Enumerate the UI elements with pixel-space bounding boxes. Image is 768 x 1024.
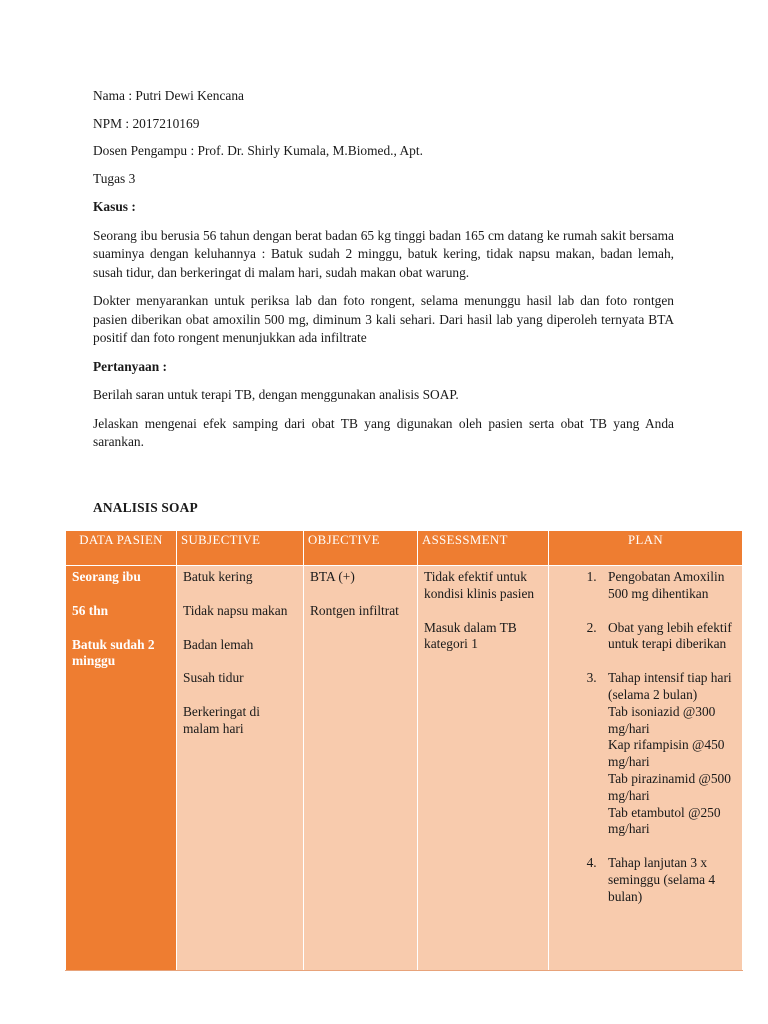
header-subjective: SUBJECTIVE xyxy=(177,531,304,566)
subjective-item: Susah tidur xyxy=(183,670,244,686)
case-section xyxy=(93,198,674,462)
data-pasien-item: Batuk sudah 2 minggu xyxy=(72,636,155,669)
assessment-cell xyxy=(418,566,549,971)
header-assessment: ASSESSMENT xyxy=(418,531,549,566)
lecturer: Dosen Pengampu : Prof. Dr. Shirly Kumala, M.Biomed., Apt. xyxy=(93,143,423,158)
student-name: Nama : Putri Dewi Kencana xyxy=(93,88,244,103)
question-1: Berilah saran untuk terapi TB, dengan menggunakan analisis SOAP. xyxy=(93,387,459,402)
plan-item-2: 2. Obat yang lebih efektif untuk terapi diberikan xyxy=(600,620,736,654)
assignment-label: Tugas 3 xyxy=(93,171,136,186)
data-pasien-item: 56 thn xyxy=(72,602,109,618)
subjective-item: Badan lemah xyxy=(183,636,254,652)
soap-body-row xyxy=(66,566,743,971)
objective-cell xyxy=(304,566,418,971)
data-pasien-cell xyxy=(66,566,177,971)
plan-item-4: 4. Tahap lanjutan 3 x seminggu (selama 4 bulan) xyxy=(600,855,736,905)
subjective-item: Batuk kering xyxy=(183,569,253,584)
plan-item-3 xyxy=(600,670,736,838)
soap-title: ANALISIS SOAP xyxy=(93,500,198,515)
data-pasien-item: Seorang ibu xyxy=(72,569,141,584)
case-paragraph-2: Dokter menyarankan untuk periksa lab dan foto rongent, selama menunggu hasil lab dan foto rontgen pasien diberikan obat amoxilin 500 mg, diminum 3 kali sehari. Dari hasil lab yang diperoleh ternyata BTA positif dan foto rongent menunjukkan ada infiltrate xyxy=(93,293,674,345)
plan-drug-line: Tab isoniazid @300 mg/hari xyxy=(608,703,716,736)
plan-list xyxy=(555,569,736,906)
plan-drug-line: Tab etambutol @250 mg/hari xyxy=(608,804,721,837)
plan-drug-line: Tab pirazinamid @500 mg/hari xyxy=(608,770,731,803)
subjective-item: Berkeringat di malam hari xyxy=(183,704,260,736)
soap-header-row xyxy=(66,531,743,566)
subjective-cell xyxy=(177,566,304,971)
question-2: Jelaskan mengenai efek samping dari obat TB yang digunakan oleh pasien serta obat TB yang Anda sarankan. xyxy=(93,415,674,449)
case-paragraph-1: Seorang ibu berusia 56 tahun dengan berat badan 65 kg tinggi badan 165 cm datang ke rumah sakit bersama suaminya dengan keluhannya : Batuk sudah 2 minggu, batuk kering, tidak napsu makan, badan lemah, susah tidur, dan berkeringat di malam hari, sudah makan obat warung. xyxy=(93,227,674,280)
objective-item: Rontgen infiltrat xyxy=(310,602,399,618)
case-heading: Kasus : xyxy=(93,199,136,214)
student-info xyxy=(93,87,674,197)
plan-drug-line: Kap rifampisin @450 mg/hari xyxy=(608,737,725,770)
questions-heading: Pertanyaan : xyxy=(93,358,168,374)
student-npm: NPM : 2017210169 xyxy=(93,116,200,131)
header-data-pasien: DATA PASIEN xyxy=(66,531,177,566)
assessment-item: Masuk dalam TB kategori 1 xyxy=(424,619,517,652)
plan-item-1: 1. Pengobatan Amoxilin 500 mg dihentikan xyxy=(600,569,736,603)
assessment-item: Tidak efektif untuk kondisi klinis pasien xyxy=(424,569,535,601)
soap-table xyxy=(65,530,743,971)
plan-item-3-title: 3. Tahap intensif tiap hari (selama 2 bulan) xyxy=(608,670,732,702)
plan-cell xyxy=(549,566,743,971)
header-objective: OBJECTIVE xyxy=(304,531,418,566)
subjective-item: Tidak napsu makan xyxy=(183,602,288,618)
objective-item: BTA (+) xyxy=(310,569,355,584)
header-plan: PLAN xyxy=(549,531,743,566)
